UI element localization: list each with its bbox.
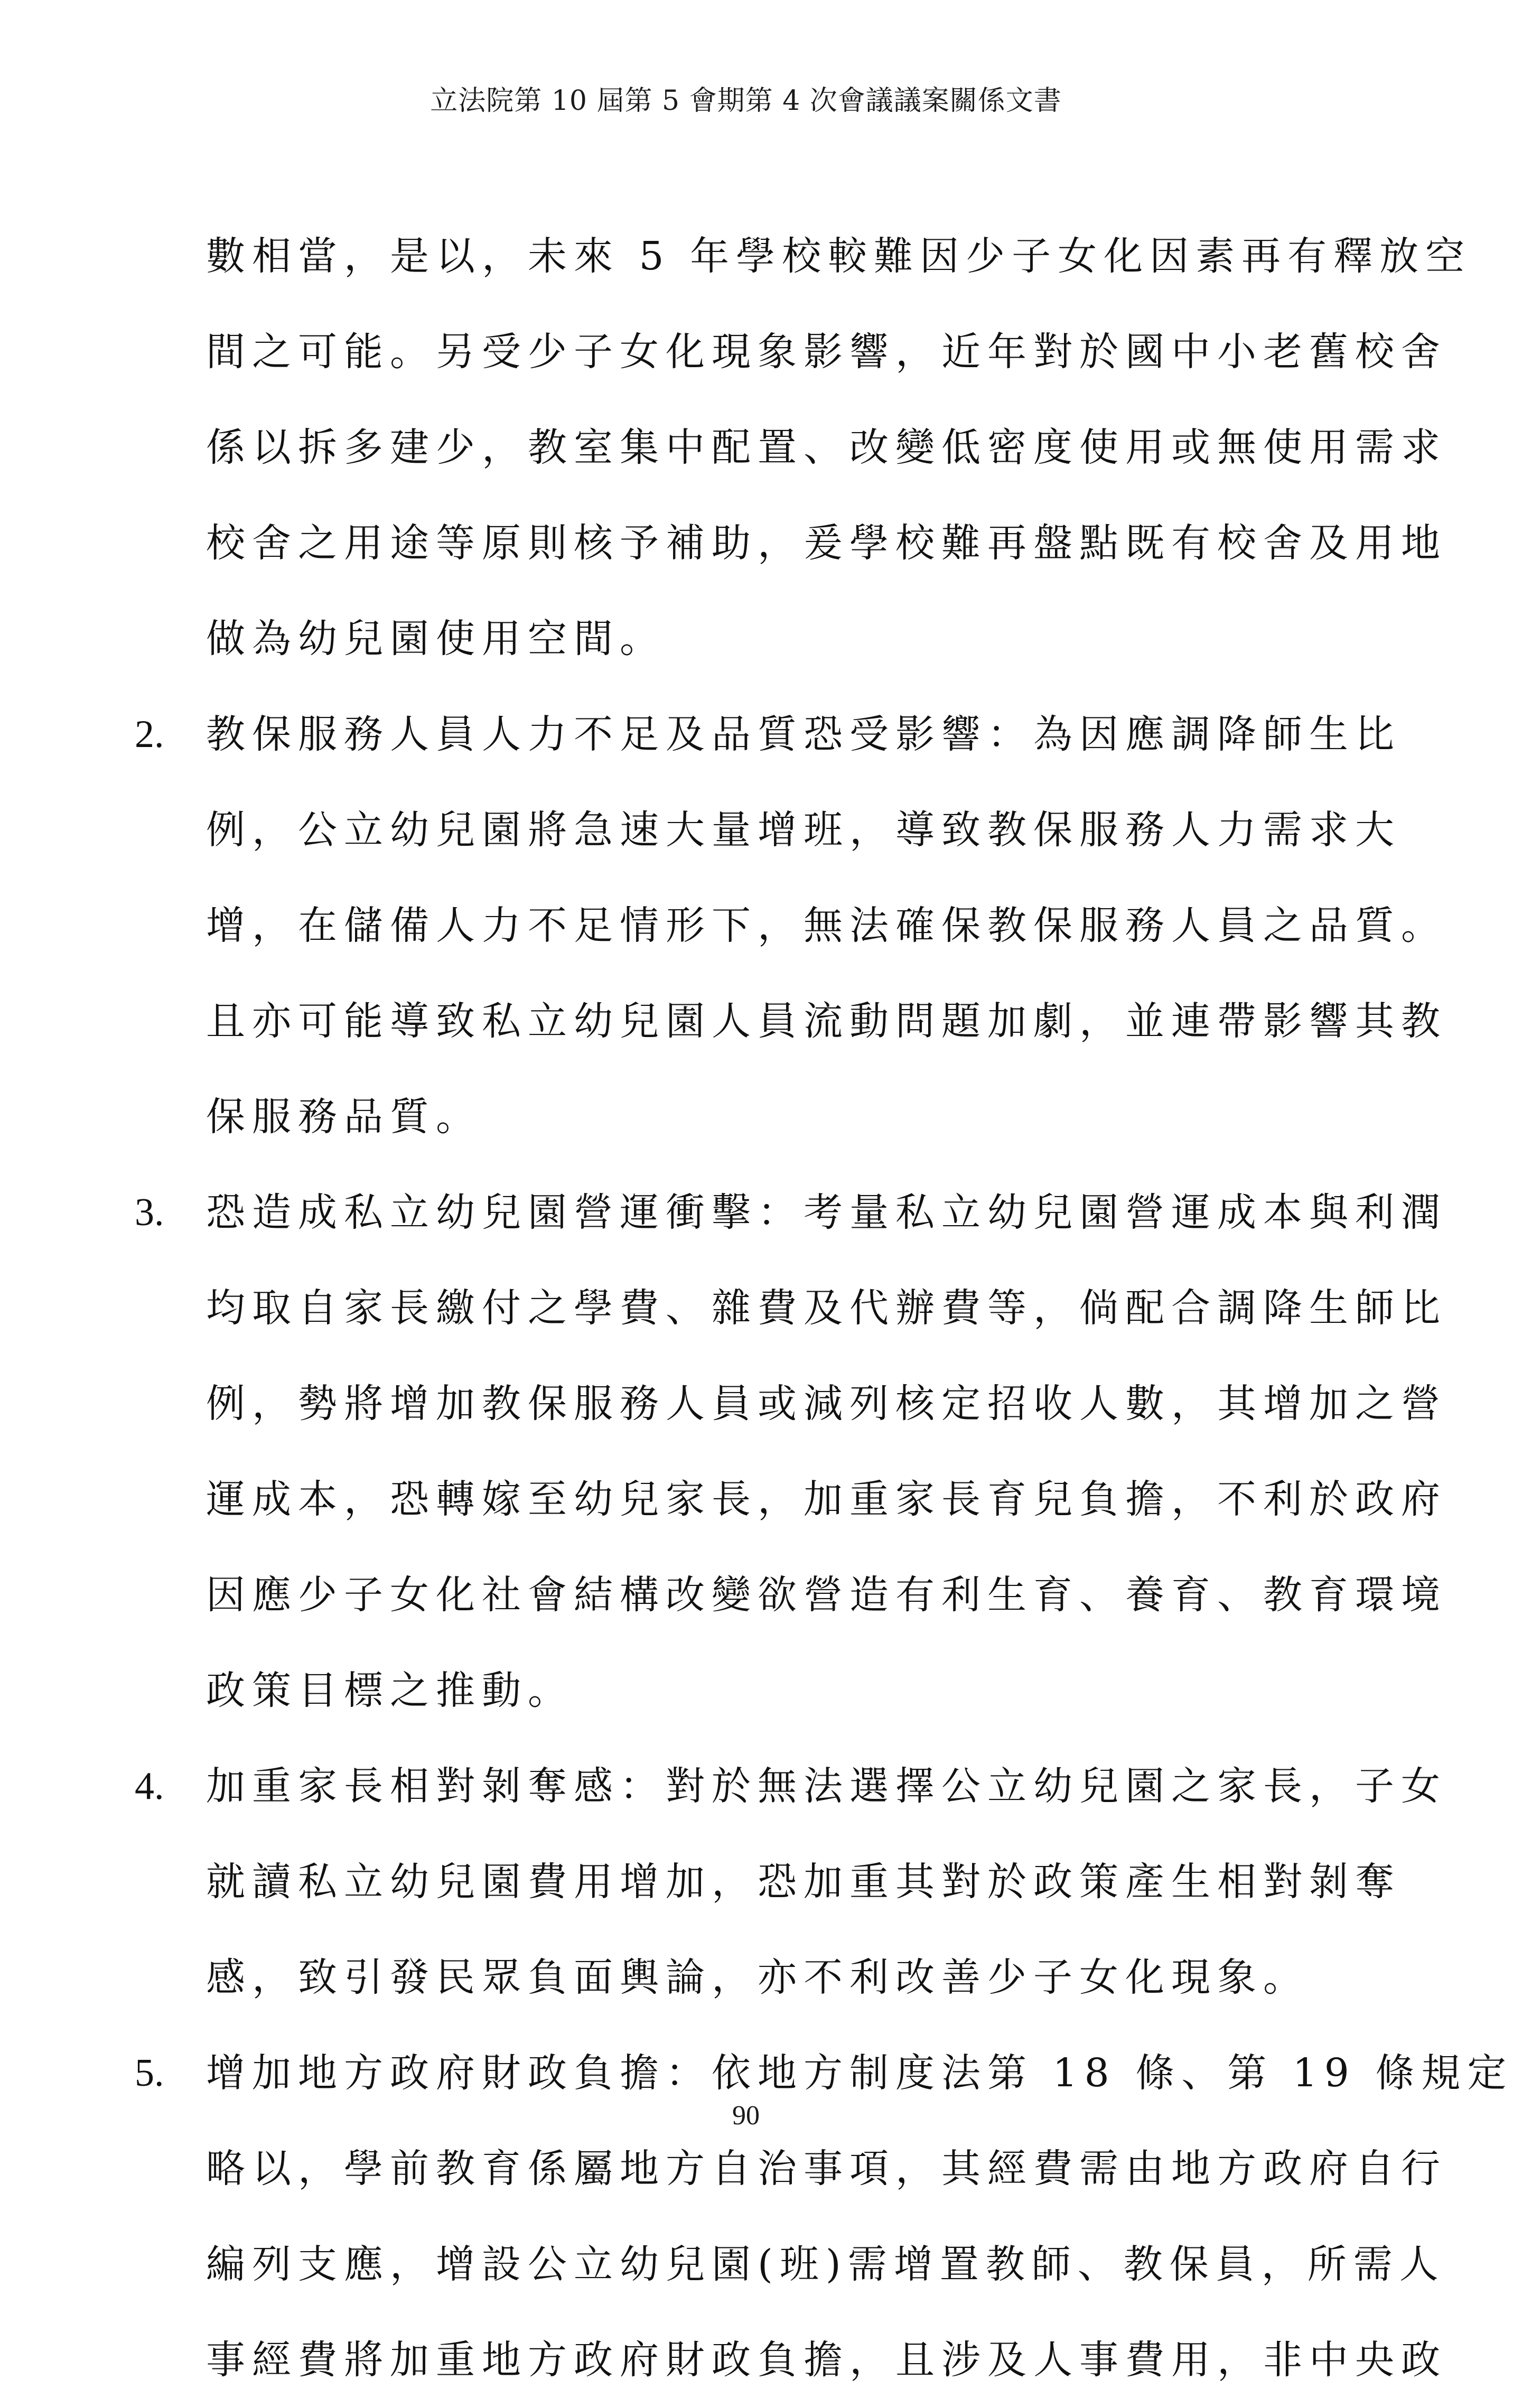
list-item-4-line: 感，致引發民眾負面輿論，亦不利改善少子女化現象。	[206, 1955, 1309, 2000]
intro-line: 做為幼兒園使用空間。	[206, 616, 666, 661]
page-number: 90	[732, 2101, 760, 2131]
list-item-number: 3.	[135, 1191, 164, 1234]
list-item-2-line	[135, 687, 1401, 782]
list-item-3-line	[135, 1165, 1447, 1261]
intro-line: 校舍之用途等原則核予補助，爰學校難再盤點既有校舍及用地	[206, 520, 1447, 566]
list-item-3-line: 因應少子女化社會結構改變欲營造有利生育、養育、教育環境	[206, 1572, 1447, 1618]
list-item-2-line: 增，在儲備人力不足情形下，無法確保教保服務人員之品質。	[206, 903, 1447, 948]
list-item-5-line: 略以，學前教育係屬地方自治事項，其經費需由地方政府自行	[206, 2146, 1447, 2191]
document-body	[135, 209, 1513, 2408]
list-item-4-line: 就讀私立幼兒園費用增加，恐加重其對於政策產生相對剝奪	[206, 1859, 1401, 1905]
document-header: 立法院第 10 屆第 5 會期第 4 次會議議案關係文書	[430, 85, 1062, 117]
list-item-text: 教保服務人員人力不足及品質恐受影響：為因應調降師生比	[206, 712, 1401, 757]
list-item-3-line: 均取自家長繳付之學費、雜費及代辦費等，倘配合調降生師比	[206, 1285, 1447, 1331]
list-item-3-line: 政策目標之推動。	[206, 1668, 574, 1713]
list-item-5-line: 編列支應，增設公立幼兒園(班)需增置教師、教保員，所需人	[206, 2242, 1445, 2287]
list-item-2-line: 例，公立幼兒園將急速大量增班，導致教保服務人力需求大	[206, 807, 1401, 853]
intro-line: 數相當，是以，未來 5 年學校較難因少子女化因素再有釋放空	[206, 234, 1472, 279]
list-item-3-line: 例，勢將增加教保服務人員或減列核定招收人數，其增加之營	[206, 1381, 1447, 1426]
list-item-text: 恐造成私立幼兒園營運衝擊：考量私立幼兒園營運成本與利潤	[206, 1190, 1447, 1235]
list-item-3-line: 運成本，恐轉嫁至幼兒家長，加重家長育兒負擔，不利於政府	[206, 1477, 1447, 1522]
list-item-5-line: 事經費將加重地方政府財政負擔，且涉及人事費用，非中央政	[206, 2337, 1447, 2383]
list-item-text: 增加地方政府財政負擔：依地方制度法第 18 條、第 19 條規定	[206, 2050, 1513, 2096]
list-item-number: 4.	[135, 1765, 164, 1808]
list-item-number: 2.	[135, 713, 164, 756]
list-item-2-line: 保服務品質。	[206, 1094, 482, 1140]
list-item-text: 加重家長相對剝奪感：對於無法選擇公立幼兒園之家長，子女	[206, 1763, 1447, 1809]
list-item-number: 5.	[135, 2051, 164, 2095]
list-item-2-line: 且亦可能導致私立幼兒園人員流動問題加劇，並連帶影響其教	[206, 998, 1447, 1044]
intro-line: 間之可能。另受少子女化現象影響，近年對於國中小老舊校舍	[206, 329, 1447, 375]
list-item-4-line	[135, 1739, 1447, 1834]
intro-line: 係以拆多建少，教室集中配置、改變低密度使用或無使用需求	[206, 425, 1447, 470]
